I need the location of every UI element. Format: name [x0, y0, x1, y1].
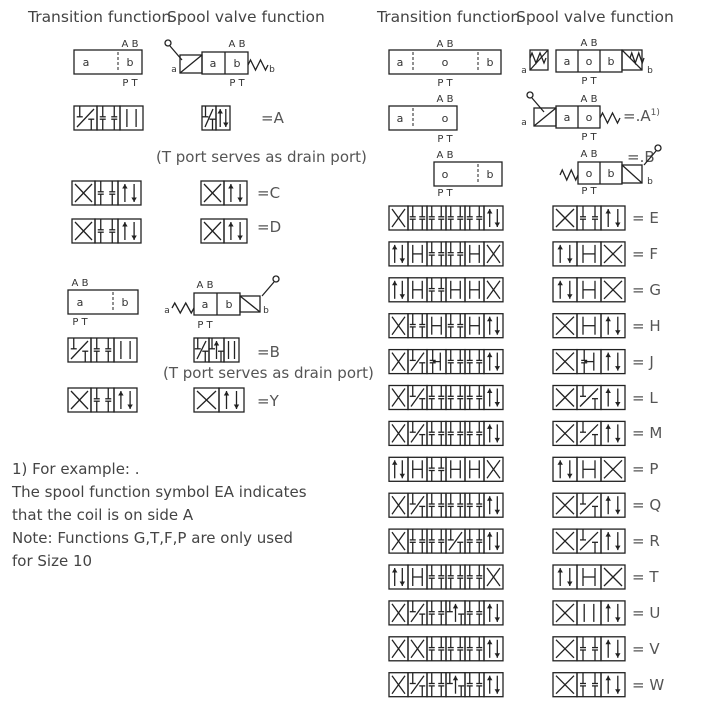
spool-letter-a: a [563, 111, 571, 124]
footnote-line: for Size 10 [12, 552, 93, 570]
arrow-head [558, 281, 563, 286]
arrow-head [495, 546, 500, 551]
arrow-head [487, 353, 492, 358]
envelope-box [427, 673, 446, 697]
envelope-box [389, 278, 408, 302]
arrow-head [487, 640, 492, 645]
arrow-head [392, 281, 397, 286]
port-letters-pt: P T [581, 76, 597, 87]
port-letters-ab: A B [436, 94, 454, 105]
envelope-box [601, 493, 625, 517]
arrow-head [567, 474, 572, 479]
envelope-box [446, 421, 465, 445]
arrow-head [495, 689, 500, 694]
arrow-head [606, 604, 611, 609]
envelope-box [408, 206, 427, 230]
arrow-head [615, 546, 620, 551]
arrow-head [400, 294, 405, 299]
spool-letter-a: a [563, 55, 571, 68]
envelope-box [91, 388, 114, 412]
envelope-box [446, 637, 465, 661]
envelope-box [408, 529, 427, 553]
arrow-head [495, 653, 500, 658]
envelope-box [465, 673, 484, 697]
envelope-box [601, 350, 625, 374]
arrow-head [131, 198, 136, 203]
transition-letter-o: o [441, 112, 449, 125]
envelope-box [389, 457, 408, 481]
function-label-a: =A [261, 109, 284, 127]
arrow-head [615, 510, 620, 515]
port-letters-pt: P T [437, 78, 453, 89]
function-label-h: = H [632, 316, 661, 335]
envelope-box [553, 457, 577, 481]
transition-letter-a: a [396, 56, 404, 69]
envelope-box [465, 350, 484, 374]
port-letters-ab: A B [121, 39, 139, 50]
envelope-box [446, 206, 465, 230]
envelope-box [95, 181, 118, 205]
envelope-box [601, 601, 625, 625]
solenoid-diagonal [240, 296, 260, 312]
arrow-head [495, 330, 500, 335]
spool-letter-b: b [607, 167, 615, 180]
function-label-d: =D [257, 218, 282, 236]
spool-letter-b: b [607, 55, 615, 68]
arrow-head [234, 405, 239, 410]
envelope-box [484, 206, 503, 230]
arrow-head [606, 389, 611, 394]
arrow-head [453, 604, 458, 609]
envelope-box [465, 493, 484, 517]
arrow-head [606, 640, 611, 645]
envelope-box [484, 529, 503, 553]
spool-letter-o: o [585, 167, 593, 180]
coil-letter-b: b [647, 66, 653, 76]
coil-letter-a: a [171, 65, 177, 75]
function-label-t: = T [632, 568, 659, 586]
envelope-box [427, 565, 446, 589]
spool-letter-a: a [201, 298, 209, 311]
port-letters-ab: A B [196, 280, 214, 291]
arrow-head [487, 424, 492, 429]
lever-knob [527, 92, 533, 98]
arrow-head [131, 236, 136, 241]
envelope-box [446, 493, 465, 517]
envelope-box [484, 314, 503, 338]
right-transition-header: Transition function [377, 8, 521, 26]
envelope-box [446, 314, 465, 338]
transition-letter-b: b [486, 56, 494, 69]
arrow-head [615, 402, 620, 407]
port-letters-ab: A B [436, 150, 454, 161]
arrow-head [237, 236, 242, 241]
spool-letter-b: b [233, 57, 241, 70]
arrow-head [400, 582, 405, 587]
arrow-head [558, 568, 563, 573]
function-label-g: = G [632, 280, 661, 299]
spool-letter-a: a [209, 57, 217, 70]
envelope-box [484, 601, 503, 625]
port-letters-ab: A B [580, 94, 598, 105]
envelope-box [219, 388, 244, 412]
arrow-head [495, 402, 500, 407]
envelope-box [465, 529, 484, 553]
envelope-box [389, 565, 408, 589]
arrow-head [606, 209, 611, 214]
transition-letter-o: o [441, 168, 449, 181]
transition-letter-b: b [126, 56, 134, 69]
arrow-head [122, 222, 127, 227]
port-letters-ab: A B [228, 39, 246, 50]
arrow-head [606, 353, 611, 358]
envelope-box [601, 421, 625, 445]
envelope-box [427, 457, 446, 481]
coil-letter-a: a [521, 66, 527, 76]
envelope-box [446, 242, 465, 266]
arrow-head [567, 294, 572, 299]
arrow-head [487, 389, 492, 394]
function-label-v: = V [632, 639, 660, 658]
spring-symbol [560, 170, 578, 180]
envelope-box [446, 350, 465, 374]
function-label-f: = F [632, 244, 658, 263]
envelope-box [446, 565, 465, 589]
spool-letter-o: o [585, 111, 593, 124]
coil-letter-b: b [647, 177, 653, 187]
port-letters-pt: P T [437, 134, 453, 145]
arrow-head [400, 258, 405, 263]
envelope-box [427, 529, 446, 553]
spring-symbol [172, 303, 194, 313]
solenoid-diagonal [534, 108, 556, 126]
arrow-head [392, 568, 397, 573]
arrow-head [615, 438, 620, 443]
cross-flow [205, 109, 213, 127]
function-label-e: = E [632, 209, 659, 227]
envelope-box [427, 493, 446, 517]
transition-letter-a: a [76, 296, 84, 309]
footnote-line: that the coil is on side A [12, 506, 194, 524]
arrow-head [495, 366, 500, 371]
arrow-head [615, 617, 620, 622]
envelope-box [91, 338, 114, 362]
envelope-box [224, 181, 247, 205]
envelope-box [465, 421, 484, 445]
arrow-head [392, 460, 397, 465]
function-label-y: =Y [257, 392, 279, 410]
envelope-box [601, 637, 625, 661]
envelope-box [601, 386, 625, 410]
arrow-head [567, 582, 572, 587]
arrow-head [615, 223, 620, 228]
transition-letter-b: b [486, 168, 494, 181]
lever-arm [644, 151, 656, 165]
spring-symbol [248, 60, 268, 70]
function-label-m: = M [632, 424, 663, 443]
envelope-box [577, 673, 601, 697]
arrow-head [487, 604, 492, 609]
lever-knob [165, 40, 171, 46]
lever-knob [273, 276, 279, 282]
envelope-box [427, 637, 446, 661]
drain-port-note: (T port serves as drain port) [163, 364, 374, 382]
envelope-box [484, 493, 503, 517]
envelope-box [484, 350, 503, 374]
transition-letter-a: a [396, 112, 404, 125]
envelope-box [465, 206, 484, 230]
arrow-head [558, 460, 563, 465]
arrow-head [606, 676, 611, 681]
function-label-a-note: $=.A^{1)}$ [623, 107, 660, 125]
envelope-box [484, 637, 503, 661]
function-label-q: = Q [632, 496, 662, 515]
envelope-box [408, 314, 427, 338]
envelope-box [224, 338, 239, 362]
arrow-head [487, 317, 492, 322]
envelope-box [224, 219, 247, 243]
arrow-head [228, 184, 233, 189]
function-label-b: =B [257, 343, 280, 361]
envelope-box [465, 565, 484, 589]
footnote-line: 1) For example: . [12, 460, 140, 478]
left-transition-header: Transition function [28, 8, 172, 26]
footnote-line: The spool function symbol EA indicates [12, 483, 307, 501]
port-letters-pt: P T [122, 78, 138, 89]
envelope-box [427, 278, 446, 302]
envelope-box [427, 421, 446, 445]
arrow-head [495, 510, 500, 515]
function-label-p: = P [632, 460, 659, 479]
port-letters-pt: P T [72, 317, 88, 328]
envelope-box [465, 637, 484, 661]
envelope-box [465, 601, 484, 625]
envelope-box [601, 529, 625, 553]
spool-letter-o: o [585, 55, 593, 68]
envelope-box [553, 565, 577, 589]
envelope-box [577, 637, 601, 661]
arrow-head [615, 689, 620, 694]
port-letters-pt: P T [197, 320, 213, 331]
arrow-head [127, 405, 132, 410]
arrow-head [487, 209, 492, 214]
lever-arm [262, 282, 274, 296]
arrow-head [400, 474, 405, 479]
envelope-box [577, 206, 601, 230]
arrow-head [567, 258, 572, 263]
arrow-head [615, 653, 620, 658]
right-spool-header: Spool valve function [516, 8, 674, 26]
transition-letter-a: a [82, 56, 90, 69]
transition-letter-o: o [441, 56, 449, 69]
arrow-head [495, 438, 500, 443]
function-label-b-note: =.B [627, 148, 655, 166]
envelope-box [120, 106, 143, 130]
drain-port-note: (T port serves as drain port) [156, 148, 367, 166]
arrow-head [218, 109, 223, 114]
arrow-head [224, 391, 229, 396]
spring-symbol [600, 113, 620, 123]
port-letters-pt: P T [581, 132, 597, 143]
envelope-box [427, 206, 446, 230]
envelope-box [118, 219, 141, 243]
port-letters-ab: A B [71, 278, 89, 289]
port-letters-ab: A B [436, 39, 454, 50]
footnote-line: Note: Functions G,T,F,P are only used [12, 529, 293, 547]
coil-letter-b: b [263, 306, 269, 316]
arrow-head [223, 123, 228, 128]
spool-letter-b: b [225, 298, 233, 311]
solenoid-diagonal [180, 55, 202, 73]
arrow-head [237, 198, 242, 203]
arrow-head [122, 184, 127, 189]
arrow-head [606, 532, 611, 537]
coil-letter-b: b [269, 65, 275, 75]
envelope-box [484, 673, 503, 697]
envelope-box [553, 242, 577, 266]
envelope-box [118, 181, 141, 205]
arrow-head [392, 245, 397, 250]
envelope-box [427, 386, 446, 410]
port-letters-pt: P T [581, 186, 597, 197]
function-label-r: = R [632, 532, 660, 551]
function-label-u: = U [632, 603, 661, 622]
function-label-w: = W [632, 675, 665, 694]
envelope-box [446, 386, 465, 410]
envelope-box [484, 386, 503, 410]
envelope-box [389, 242, 408, 266]
envelope-box [427, 601, 446, 625]
arrow-head [606, 317, 611, 322]
envelope-box [484, 421, 503, 445]
arrow-head [606, 496, 611, 501]
envelope-box [114, 388, 137, 412]
arrow-head [453, 676, 458, 681]
arrow-head [487, 676, 492, 681]
arrow-head [615, 366, 620, 371]
function-label-l: = L [632, 388, 658, 407]
transition-letter-b: b [121, 296, 129, 309]
arrow-head [487, 532, 492, 537]
envelope-box [601, 206, 625, 230]
envelope-box [97, 106, 120, 130]
envelope-box [465, 386, 484, 410]
arrow-head [495, 617, 500, 622]
envelope-box [427, 242, 446, 266]
port-letters-ab: A B [580, 38, 598, 49]
envelope-box [601, 314, 625, 338]
port-letters-ab: A B [580, 149, 598, 160]
envelope-box [95, 219, 118, 243]
envelope-box [601, 673, 625, 697]
arrow-head [558, 245, 563, 250]
arrow-head [615, 330, 620, 335]
arrow-head [487, 496, 492, 501]
coil-letter-a: a [164, 306, 170, 316]
port-letters-pt: P T [437, 188, 453, 199]
solenoid-diagonal [622, 165, 642, 183]
envelope-box [577, 601, 601, 625]
port-letters-pt: P T [229, 78, 245, 89]
arrow-head [118, 391, 123, 396]
arrow-head [214, 341, 219, 346]
arrow-head [495, 223, 500, 228]
function-label-j: = J [632, 352, 654, 371]
envelope-box [553, 278, 577, 302]
arrow-head [606, 424, 611, 429]
envelope-box [114, 338, 137, 362]
arrow-head [228, 222, 233, 227]
lever-knob [655, 145, 661, 151]
coil-letter-a: a [521, 118, 527, 128]
left-spool-header: Spool valve function [167, 8, 325, 26]
function-label-c: =C [257, 184, 281, 202]
envelope-box [216, 106, 230, 130]
